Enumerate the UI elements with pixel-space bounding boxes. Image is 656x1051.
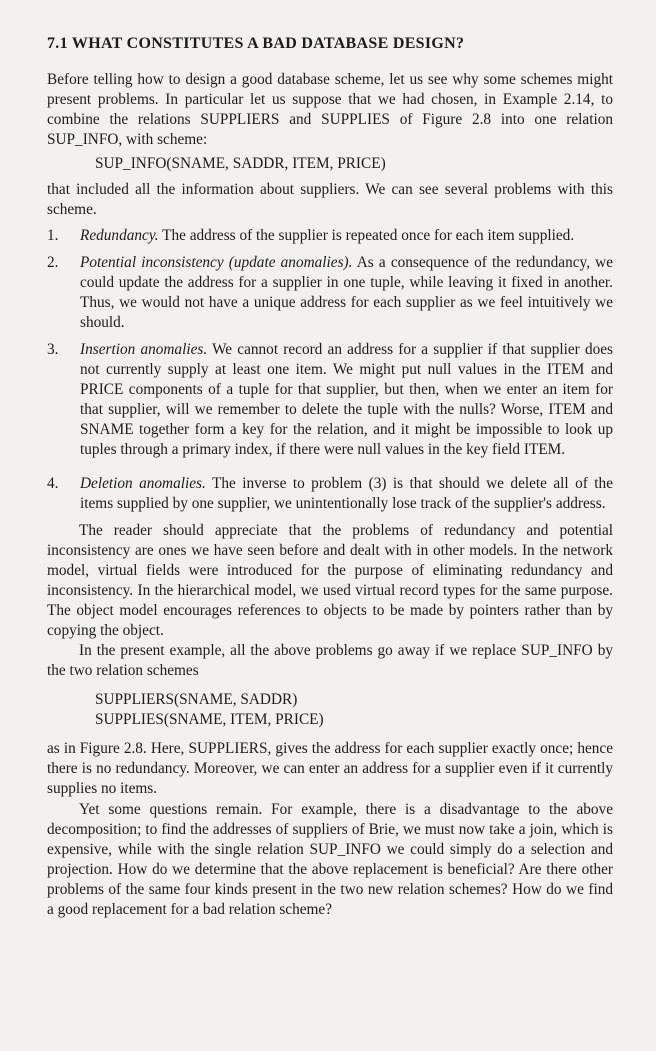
problem-text: The address of the supplier is repeated once for each item supplied. (158, 227, 575, 244)
suppliers-scheme: SUPPLIERS(SNAME, SADDR) (95, 691, 298, 708)
problem-term: Potential inconsistency (update anomalies). (80, 254, 353, 271)
problems-list (47, 226, 613, 514)
sup-info-scheme: SUP_INFO(SNAME, SADDR, ITEM, PRICE) (95, 155, 386, 172)
reader-paragraph: The reader should appreciate that the problems of redundancy and potential inconsistency are ones we have seen before and dealt with in other models. In the network model, virtual fields were introduced for the purpose of eliminating redundancy and inconsistency. In the hierarchical model, we used virtual record types for the same purpose. The object model encourages references to objects to be made by pointers rather than by copying the object. (47, 522, 613, 639)
problem-number: 3. (47, 341, 59, 358)
problem-number: 4. (47, 475, 59, 492)
section-title: 7.1 WHAT CONSTITUTES A BAD DATABASE DESIGN? (47, 35, 465, 52)
problem-number: 1. (47, 227, 59, 244)
relation-schemes-block (95, 690, 613, 730)
intro-after-paragraph: that included all the information about suppliers. We can see several problems with this scheme. (47, 181, 613, 218)
problem-text: The inverse to problem (3) is that should we delete all of the items supplied by one supplier, we unintentionally lose track of the supplier's address. (80, 475, 613, 512)
problem-term: Deletion anomalies. (80, 475, 206, 492)
supplies-scheme: SUPPLIES(SNAME, ITEM, PRICE) (95, 711, 324, 728)
problem-term: Redundancy. (80, 227, 159, 244)
intro-paragraph: Before telling how to design a good database scheme, let us see why some schemes might present problems. In particular let us suppose that we had chosen, in Example 2.14, to combine the relations SUPPLIERS and SUPPLIES of Figure 2.8 into one relation SUP_INFO, with scheme: (47, 71, 613, 148)
problem-item-deletion (47, 474, 613, 514)
problem-text: As a consequence of the redundancy, we could update the address for a supplier in one tuple, while leaving it fixed in another. Thus, we would not have a unique address for each supplier as we feel intuitively we should. (80, 254, 613, 331)
problem-item-insertion (47, 340, 613, 460)
problem-number: 2. (47, 254, 59, 271)
present-example-paragraph: In the present example, all the above problems go away if we replace SUP_INFO by the two relation schemes (47, 642, 613, 679)
page (47, 34, 613, 920)
problem-text: We cannot record an address for a supplier if that supplier does not currently supply at least one item. We might put null values in the ITEM and PRICE components of a tuple for that supplier, but then, when we enter an item for that supplier, will we remember to delete the tuple with the nulls? Worse, ITEM and SNAME together form a key for the relation, and it might be impossible to look up tuples through a primary index, if there were null values in the key field ITEM. (80, 341, 613, 458)
problem-item-redundancy (47, 226, 613, 246)
problem-term: Insertion anomalies. (80, 341, 208, 358)
as-figure-paragraph: as in Figure 2.8. Here, SUPPLIERS, gives the address for each supplier exactly once; hence there is no redundancy. Moreover, we can enter an address for a supplier even if it currently supplies no items. (47, 740, 613, 797)
problem-item-inconsistency (47, 253, 613, 333)
questions-paragraph: Yet some questions remain. For example, there is a disadvantage to the above decomposition; to find the addresses of suppliers of Brie, we must now take a join, which is expensive, while with the single relation SUP_INFO we could simply do a selection and projection. How do we determine that the above replacement is beneficial? Are there other problems of the same four kinds present in the two new relation schemes? How do we find a good replacement for a bad relation scheme? (47, 801, 613, 918)
